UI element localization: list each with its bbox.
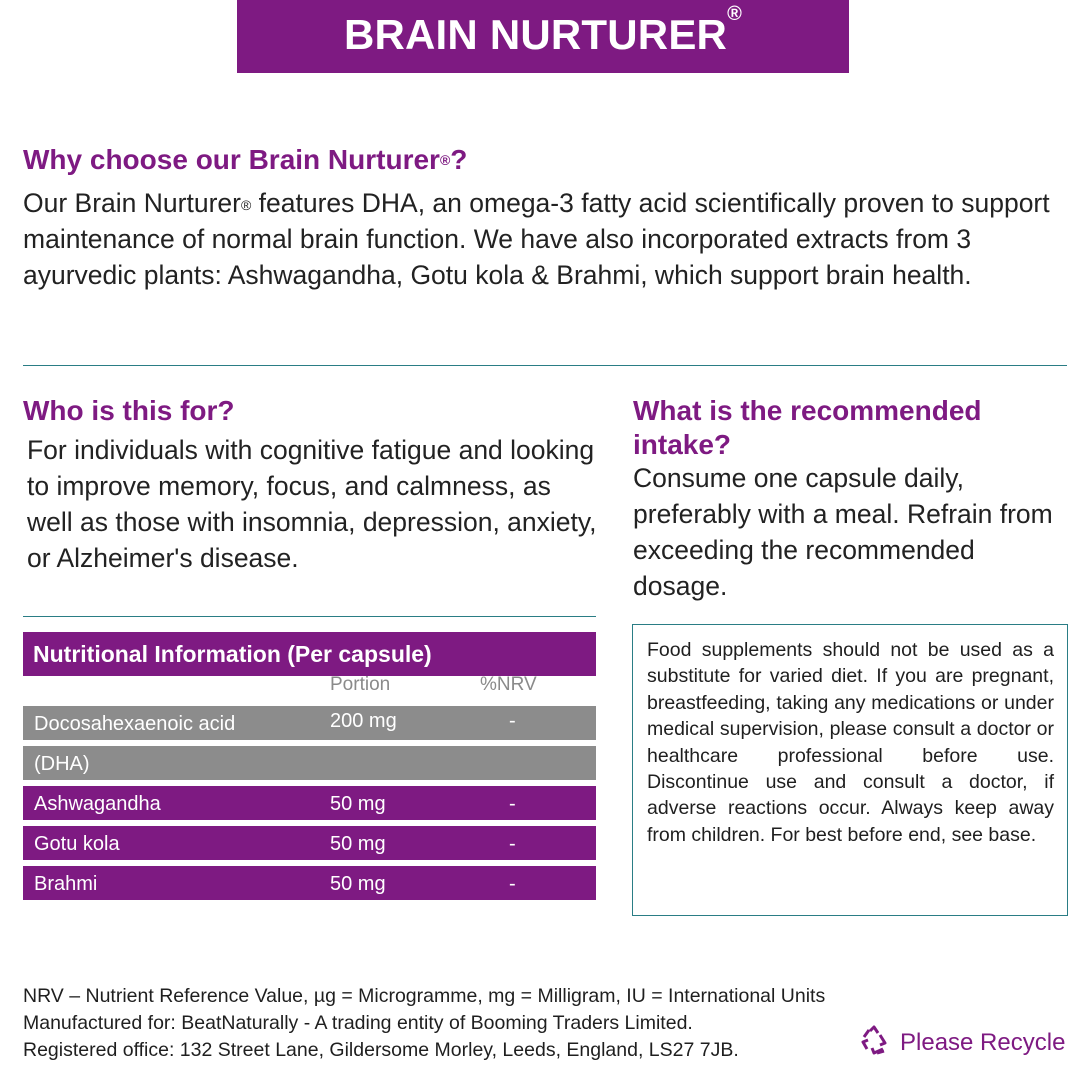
nutrient-name: Docosahexaenoic acid bbox=[34, 713, 236, 735]
who-heading: Who is this for? bbox=[23, 395, 235, 426]
nutrient-nrv: - bbox=[509, 833, 516, 855]
why-heading-text: Why choose our Brain Nurturer bbox=[23, 144, 440, 175]
why-text-a: Our Brain Nurturer bbox=[23, 188, 241, 218]
table-row bbox=[23, 786, 596, 820]
registered-mark: ® bbox=[727, 3, 743, 25]
recycle-icon bbox=[858, 1025, 890, 1062]
intake-text: Consume one capsule daily, preferably with a meal. Refrain from exceeding the recommended dosage. bbox=[633, 463, 1053, 601]
nutrient-portion: 50 mg bbox=[330, 833, 386, 855]
nutrition-title: Nutritional Information (Per capsule) bbox=[23, 632, 596, 676]
table-row bbox=[23, 706, 596, 740]
nutrition-table bbox=[23, 632, 596, 900]
nutrient-nrv: - bbox=[509, 710, 516, 732]
nutrient-portion: 200 mg bbox=[330, 710, 397, 732]
nutrient-name: Ashwagandha bbox=[34, 793, 161, 815]
nutrient-nrv: - bbox=[509, 873, 516, 895]
recycle-badge bbox=[858, 1026, 1065, 1060]
divider bbox=[23, 365, 1067, 366]
who-text: For individuals with cognitive fatigue and looking to improve memory, focus, and calmness, as well as those with insomnia, depression, anxiety, or Alzheimer's disease. bbox=[27, 435, 597, 573]
col-nrv-header: %NRV bbox=[480, 674, 537, 695]
nutrient-name: Gotu kola bbox=[34, 833, 120, 855]
safety-notice: Food supplements should not be used as a substitute for varied diet. If you are pregnant, breastfeeding, taking any medications or under medical supervision, please consult a doctor or healthcare professional before use. Discontinue use and consult a doctor, if adverse reactions occur. Always keep away from children. For best before end, see base. bbox=[632, 624, 1068, 916]
table-header-row bbox=[23, 676, 596, 700]
why-heading bbox=[23, 143, 467, 177]
divider bbox=[23, 616, 596, 617]
col-portion-header: Portion bbox=[330, 674, 391, 695]
table-row bbox=[23, 866, 596, 900]
table-row bbox=[23, 826, 596, 860]
footer-nrv-legend: NRV – Nutrient Reference Value, µg = Microgramme, mg = Milligram, IU = International Units bbox=[23, 985, 826, 1007]
recycle-label: Please Recycle bbox=[900, 1029, 1066, 1056]
nutrient-portion: 50 mg bbox=[330, 873, 386, 895]
table-row bbox=[23, 746, 596, 780]
nutrient-name: (DHA) bbox=[34, 753, 90, 775]
why-text bbox=[23, 185, 1063, 293]
nutrient-name: Brahmi bbox=[34, 873, 98, 895]
product-title: BRAIN NURTURER bbox=[343, 11, 728, 58]
nutrient-nrv: - bbox=[509, 793, 516, 815]
why-text-b: features DHA, an omega-3 fatty acid scientifically proven to support maintenance of normal brain function. We have also incorporated extracts from 3 ayurvedic plants: Ashwagandha, Gotu kola & Brahmi, which support brain health. bbox=[23, 188, 1050, 290]
footer-address: Registered office: 132 Street Lane, Gildersome Morley, Leeds, England, LS27 7JB. bbox=[23, 1039, 739, 1061]
product-title-banner bbox=[237, 0, 849, 73]
why-text-reg: ® bbox=[240, 197, 252, 213]
intake-heading: What is the recommended intake? bbox=[633, 395, 982, 460]
footer-manufacturer: Manufactured for: BeatNaturally - A trading entity of Booming Traders Limited. bbox=[23, 1012, 693, 1034]
nutrient-portion: 50 mg bbox=[330, 793, 386, 815]
why-heading-end: ? bbox=[450, 144, 468, 175]
why-heading-reg: ® bbox=[439, 152, 451, 168]
